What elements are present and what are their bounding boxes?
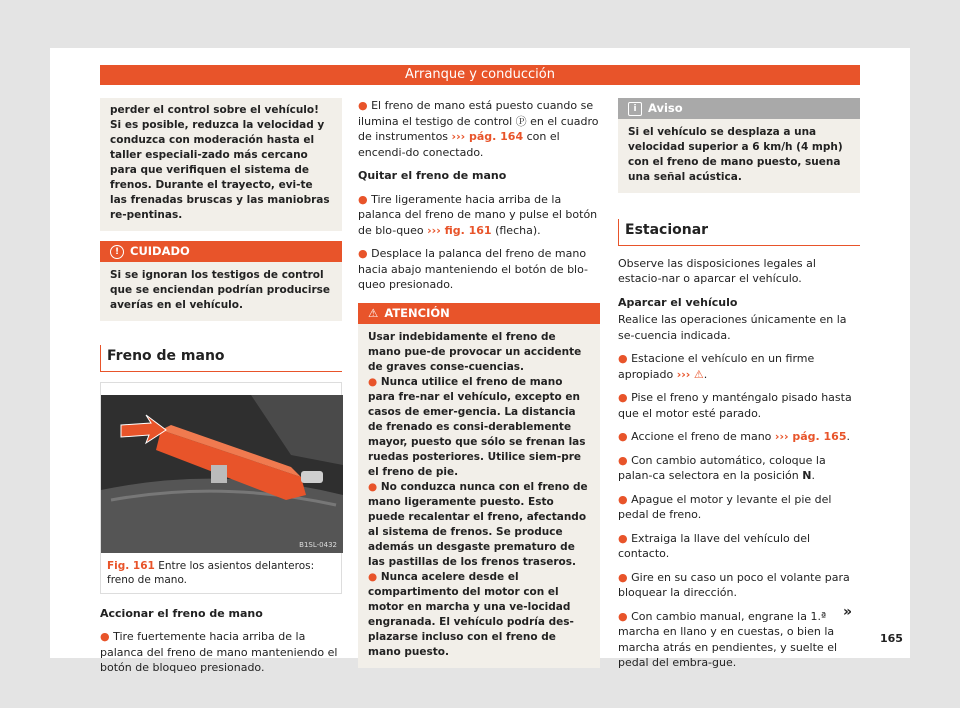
column-3 xyxy=(618,98,860,679)
parking-intro: Observe las disposiciones legales al estacio-nar o aparcar el vehículo. xyxy=(618,256,816,285)
handbrake-photo xyxy=(101,395,343,553)
park-step-1: ● Estacione el vehículo en un firme apropiado ››› ⚠. xyxy=(618,352,815,381)
link-fig-161[interactable]: ››› fig. 161 xyxy=(427,223,492,237)
handbrake-illustration xyxy=(101,395,343,553)
link-page-165[interactable]: ››› pág. 165 xyxy=(774,430,847,443)
chapter-header: Arranque y conducción xyxy=(100,65,860,85)
page-number: 165 xyxy=(880,632,903,645)
park-intro: Realice las operaciones únicamente en la se-cuencia indicada. xyxy=(618,313,847,342)
aviso-box xyxy=(618,98,860,193)
park-step-2: ● Pise el freno y manténgalo pisado hasta que el motor esté parado. xyxy=(618,391,852,420)
aviso-title: Aviso xyxy=(648,101,683,115)
link-warning[interactable]: ››› xyxy=(676,367,691,381)
atencion-box xyxy=(358,303,600,668)
warning-triangle-icon: ⚠ xyxy=(693,367,704,381)
park-step-8: ● Con cambio manual, engrane la 1.ª marcha en llano y en cuestas, o bien la marcha atrás en pendientes, y suelte el pedal del embra-gue. xyxy=(618,609,838,669)
photo-code: B1SL-0432 xyxy=(299,540,337,549)
cuidado-header xyxy=(100,241,342,262)
atencion-item-2: ● No conduzca nunca con el freno de mano ligeramente puesto. Esto puede recalentar el freno, afectando al sistema de frenos. Se produce además un desgaste prematuro de las pastillas de los frenos traseros. xyxy=(368,480,588,568)
figure-161 xyxy=(100,382,342,594)
aviso-text: Si el vehículo se desplaza a una velocidad superior a 6 km/h (4 mph) con el freno de mano puesto, suena una señal acústica. xyxy=(618,119,860,193)
column-1 xyxy=(100,98,342,684)
park-step-4: ● Con cambio automático, coloque la palan-ca selectora en la posición N. xyxy=(618,453,826,482)
figure-number: Fig. 161 xyxy=(107,559,155,572)
release-title: Quitar el freno de mano xyxy=(358,169,507,182)
section-title-parking: Estacionar xyxy=(618,219,860,246)
warning-triangle-icon: ⚠ xyxy=(368,305,379,320)
cuidado-box xyxy=(100,241,342,321)
info-icon: ! xyxy=(110,245,124,259)
step-indicator: ● El freno de mano está puesto cuando se ilumina el testigo de control Ⓟ en el cuadro de instrumentos ››› pág. 164 con el encendi-do conectado. xyxy=(358,99,599,159)
release-step-2: ● Desplace la palanca del freno de mano hacia abajo manteniendo el botón de blo-queo presionado. xyxy=(358,247,589,291)
parking-brake-warning-icon: Ⓟ xyxy=(515,114,527,128)
figure-caption xyxy=(107,559,341,587)
column-2 xyxy=(358,98,600,668)
figure-caption-text: Entre los asientos delanteros: freno de mano. xyxy=(107,559,315,586)
atencion-body xyxy=(358,324,600,668)
apply-title: Accionar el freno de mano xyxy=(100,606,263,620)
link-page-164[interactable]: ››› pág. 164 xyxy=(451,130,524,143)
atencion-item-3: ● Nunca acelere desde el compartimento del motor con el motor en marcha y una ve-locidad engranada. El vehículo podría des-plazarse incluso con el freno de mano puesto. xyxy=(368,570,574,658)
cuidado-text: Si se ignoran los testigos de control que se enciendan podrían producirse averías en el vehículo. xyxy=(100,262,342,321)
apply-step: ● Tire fuertemente hacia arriba de la palanca del freno de mano manteniendo el botón de bloqueo presionado. xyxy=(100,630,338,674)
park-step-7: ● Gire en su caso un poco el volante para bloquear la dirección. xyxy=(618,570,850,599)
park-step-3: ● Accione el freno de mano ››› pág. 165. xyxy=(618,430,850,443)
atencion-title: ATENCIÓN xyxy=(384,305,450,320)
atencion-intro: Usar indebidamente el freno de mano pue-de provocar un accidente de graves conse-cuencias. xyxy=(368,330,582,373)
release-step-1: ● Tire ligeramente hacia arriba de la palanca del freno de mano y pulse el botón de blo-queo ››› fig. 161 (flecha). xyxy=(358,192,598,237)
aviso-header xyxy=(618,98,860,119)
continue-mark: » xyxy=(843,604,853,620)
park-step-6: ● Extraiga la llave del vehículo del contacto. xyxy=(618,531,811,560)
atencion-item-1: ● Nunca utilice el freno de mano para fre-nar el vehículo, excepto en casos de emer-gencia. La distancia de frenado es consi-derablemente mayor, puesto que sólo se frenan las ruedas posteriores. Utilice siem-pre el freno de pie. xyxy=(368,375,586,478)
section-title-handbrake: Freno de mano xyxy=(100,345,342,372)
cuidado-title: CUIDADO xyxy=(130,244,190,258)
park-title: Aparcar el vehículo xyxy=(618,295,738,309)
warning-continuation: perder el control sobre el vehículo! Si es posible, reduzca la velocidad y conduzca con moderación hasta el taller especiali-zado más cercano para que verifiquen el sistema de frenos. Durante el trayecto, evi-te las frenadas bruscas y las maniobras re-pentinas. xyxy=(100,98,342,231)
info-icon: i xyxy=(628,102,642,116)
park-step-5: ● Apague el motor y levante el pie del pedal de freno. xyxy=(618,492,832,521)
atencion-header xyxy=(358,303,600,324)
